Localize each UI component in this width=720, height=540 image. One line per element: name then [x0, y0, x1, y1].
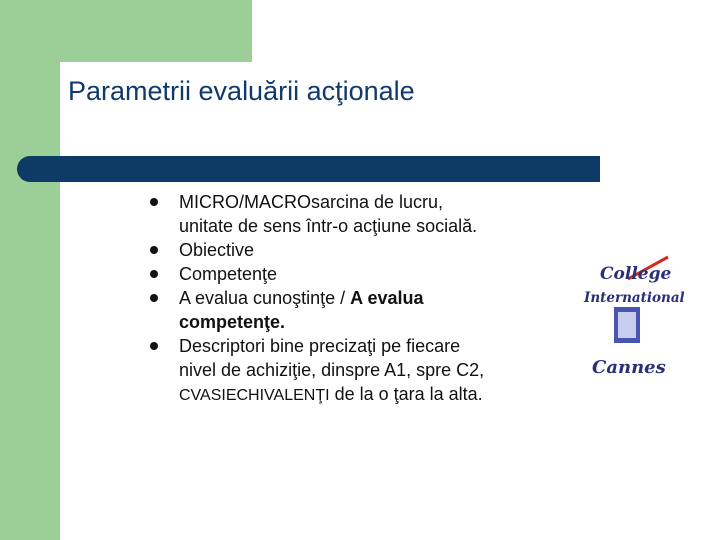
bullet-text-line: de la o ţara la alta. [329, 384, 483, 404]
logo-emblem-inner [618, 312, 636, 338]
bullet-item-competences [150, 262, 550, 286]
bullet-dot-icon [150, 342, 158, 350]
green-side-stripe [0, 0, 60, 540]
bullet-text-line: unitate de sens într-o acţiune socială. [179, 216, 478, 236]
bullet-text-bold-line: competenţe. [179, 312, 286, 332]
bullet-text-line: Descriptori bine precizaţi pe fiecare [179, 336, 461, 356]
bullet-item-task [150, 190, 550, 238]
bullet-dot-icon [150, 246, 158, 254]
bullet-text: Obiective [179, 240, 255, 260]
bullet-list [150, 190, 550, 408]
bullet-text-bold: A evalua [350, 288, 424, 308]
bullet-text-line: nivel de achiziţie, dinspre A1, spre C2, [179, 360, 485, 380]
bullet-item-objectives [150, 238, 550, 262]
bullet-dot-icon [150, 198, 158, 206]
logo-text-college: College [600, 264, 672, 284]
bullet-text: Competenţe [179, 264, 278, 284]
title-divider-bar [17, 156, 600, 182]
slide-title: Parametrii evaluării acţionale [68, 76, 415, 106]
bullet-text-part: A evalua cunoştinţe / [179, 288, 351, 308]
bullet-text-line: MICRO/MACROsarcina de lucru, [179, 192, 444, 212]
college-logo [582, 255, 685, 383]
bullet-dot-icon [150, 270, 158, 278]
bullet-text-caps: CVASIECHIVALENŢI [179, 387, 330, 404]
logo-text-cannes: Cannes [592, 357, 666, 378]
bullet-dot-icon [150, 294, 158, 302]
bullet-item-descriptors [150, 334, 550, 408]
bullet-item-evaluate [150, 286, 550, 334]
logo-text-international: International [584, 290, 685, 306]
